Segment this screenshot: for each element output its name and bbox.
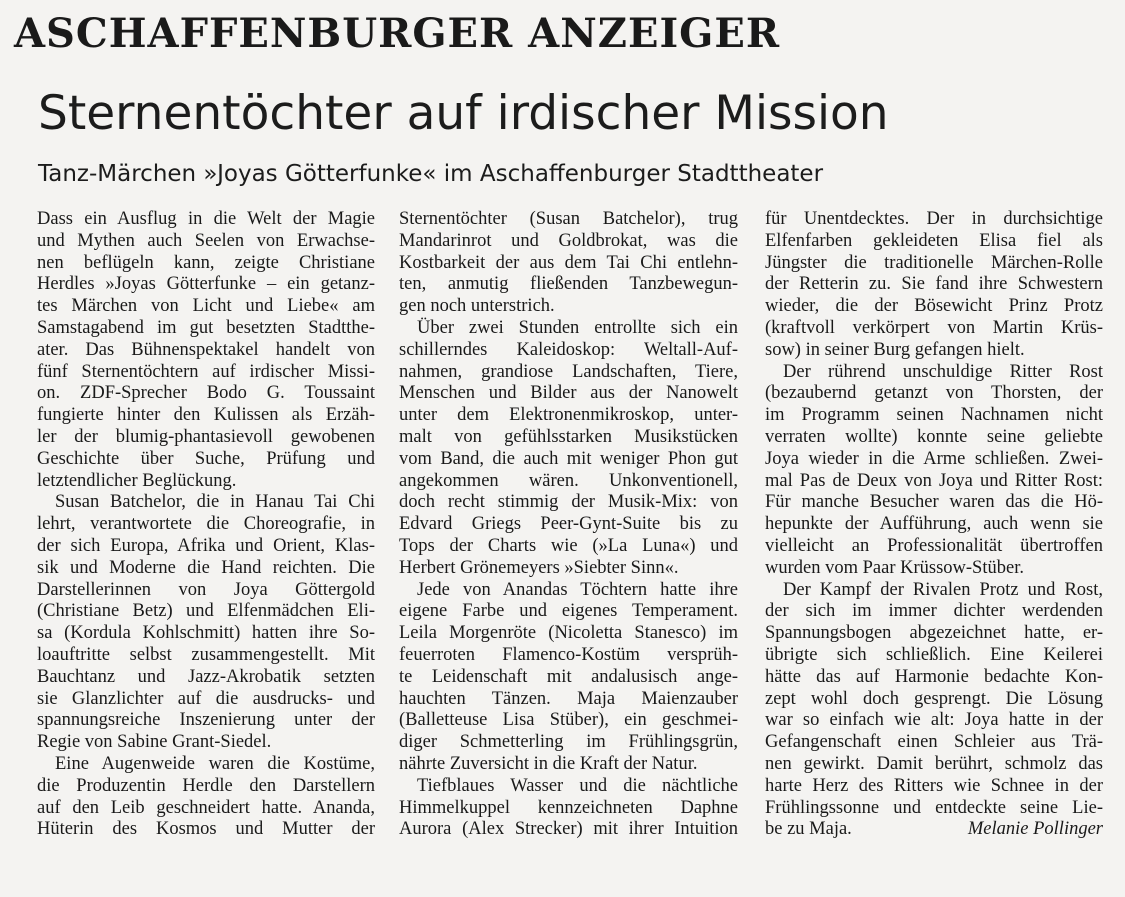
text-line: ler der blumig-phantasievoll gewobenen bbox=[37, 426, 375, 447]
text-line: gen noch unterstrich. bbox=[399, 296, 555, 317]
text-line: Joya wieder in die Arme schließen. Zwei- bbox=[765, 448, 1103, 469]
text-line: eigene Farbe und eigenes Temperament. bbox=[399, 601, 738, 622]
text-line: diger Schmetterling im Frühlingsgrün, bbox=[399, 732, 738, 753]
text-line: Samstagabend im gut besetzten Stadtthe- bbox=[37, 317, 375, 338]
text-line: Bauchtanz und Jazz-Akrobatik setzten bbox=[37, 666, 375, 687]
text-line: Tiefblaues Wasser und die nächtliche bbox=[417, 775, 738, 796]
text-line: im Programm seinen Nachnamen nicht bbox=[765, 405, 1103, 426]
text-line: on. ZDF-Sprecher Bodo G. Toussaint bbox=[37, 383, 375, 404]
text-line: ten, anmutig fließenden Tanzbewegun- bbox=[399, 274, 738, 295]
text-line: Der Kampf der Rivalen Protz und Rost, bbox=[783, 579, 1103, 600]
article-headline: Sternentöchter auf irdischer Mission bbox=[38, 86, 889, 141]
text-line: tes Märchen von Licht und Liebe« am bbox=[37, 296, 375, 317]
text-line: Herbert Grönemeyers »Siebter Sinn«. bbox=[399, 557, 679, 578]
text-line: der Retterin zu. Sie fand ihre Schwestern bbox=[765, 274, 1103, 295]
text-line: fungierte hinter den Kulissen als Erzäh- bbox=[37, 405, 375, 426]
text-line: Himmelkuppel kennzeichneten Daphne bbox=[399, 797, 738, 818]
text-line: hepunkte der Aufführung, auch wenn sie bbox=[765, 514, 1103, 535]
text-line: Leila Morgenröte (Nicoletta Stanesco) im bbox=[399, 623, 738, 644]
text-line: Gefangenschaft einen Schleier aus Trä- bbox=[765, 732, 1103, 753]
text-line: Jüngster die traditionelle Märchen-Rolle bbox=[765, 252, 1103, 273]
text-line: Aurora (Alex Strecker) mit ihrer Intuition bbox=[399, 819, 738, 840]
text-line: Geschichte über Suche, Prüfung und bbox=[37, 448, 375, 469]
text-line: vom Band, die auch mit weniger Phon gut bbox=[399, 448, 738, 469]
text-line: sa (Kordula Kohlschmitt) hatten ihre So- bbox=[37, 623, 375, 644]
text-line: war so einfach wie alt: Joya hatte in der bbox=[765, 710, 1103, 731]
text-line: be zu Maja. bbox=[765, 819, 852, 840]
text-line: Frühlingssonne und entdeckte seine Lie- bbox=[765, 797, 1103, 818]
text-line: übrigte sich schließlich. Eine Keilerei bbox=[765, 644, 1103, 665]
text-line: auf den Leib geschneidert hatte. Ananda, bbox=[37, 797, 375, 818]
text-line: fünf Sternentöchtern auf irdischer Missi- bbox=[37, 361, 375, 382]
text-line: (Balletteuse Lisa Stüber), ein geschmei- bbox=[399, 710, 738, 731]
text-line: unter dem Elektronenmikroskop, unter- bbox=[399, 405, 738, 426]
text-line: schillerndes Kaleidoskop: Weltall-Auf- bbox=[399, 339, 738, 360]
text-line: Jede von Anandas Töchtern hatte ihre bbox=[417, 579, 738, 600]
text-line: Kostbarkeit der aus dem Tai Chi entlehn- bbox=[399, 252, 738, 273]
text-line: Dass ein Ausflug in die Welt der Magie bbox=[37, 209, 375, 229]
text-line: (kraftvoll verkörpert von Martin Krüs- bbox=[765, 317, 1103, 338]
text-line: (bezaubernd getanzt von Thorsten, der bbox=[765, 383, 1103, 404]
text-line: Herdles »Joyas Götterfunke – ein getanz- bbox=[37, 274, 375, 295]
text-line: Regie von Sabine Grant-Siedel. bbox=[37, 732, 272, 753]
text-line: der sich im immer dichter werdenden bbox=[765, 601, 1103, 622]
text-line: Sternentöchter (Susan Batchelor), trug bbox=[399, 209, 738, 229]
author-byline: Melanie Pollinger bbox=[967, 819, 1103, 840]
newspaper-masthead: ASCHAFFENBURGER ANZEIGER bbox=[14, 10, 781, 57]
text-line: lehrt, verantwortete die Choreografie, in bbox=[37, 514, 375, 535]
text-line: sow) in seiner Burg gefangen hielt. bbox=[765, 339, 1025, 360]
text-line: malt von gefühlsstarken Musikstücken bbox=[399, 426, 738, 447]
text-line: für Unentdecktes. Der in durchsichtige bbox=[765, 209, 1103, 229]
text-line: verraten wollte) konnte seine geliebte bbox=[765, 426, 1103, 447]
text-line: nen gewirkt. Damit berührt, schmolz das bbox=[765, 753, 1103, 774]
text-line: und Mythen auch Seelen von Erwachse- bbox=[37, 230, 375, 251]
text-line: loauftritte selbst zusammengestellt. Mit bbox=[37, 644, 375, 665]
closing-line bbox=[765, 819, 1103, 841]
text-line: Edvard Griegs Peer-Gynt-Suite bis zu bbox=[399, 514, 738, 535]
text-line: (Christiane Betz) und Elfenmädchen Eli- bbox=[37, 601, 375, 622]
text-line: nahmen, grandiose Landschaften, Tiere, bbox=[399, 361, 738, 382]
text-line: doch recht stimmig der Musik-Mix: von bbox=[399, 492, 738, 513]
text-line: Über zwei Stunden entrollte sich ein bbox=[417, 317, 738, 338]
text-line: feuerroten Flamenco-Kostüm versprüh- bbox=[399, 644, 738, 665]
text-line: Susan Batchelor, die in Hanau Tai Chi bbox=[55, 492, 375, 513]
text-line: nährte Zuversicht in die Kraft der Natur. bbox=[399, 753, 698, 774]
text-line: Mandarinrot und Goldbrokat, was die bbox=[399, 230, 738, 251]
text-line: nen beflügeln kann, zeigte Christiane bbox=[37, 252, 375, 273]
text-line: harte Herz des Ritters wie Schnee in der bbox=[765, 775, 1103, 796]
text-line: Für manche Besucher waren das die Hö- bbox=[765, 492, 1103, 513]
text-line: Darstellerinnen von Joya Göttergold bbox=[37, 579, 375, 600]
text-line: Hüterin des Kosmos und Mutter der bbox=[37, 819, 375, 840]
text-line: wurden vom Paar Krüssow-Stüber. bbox=[765, 557, 1024, 578]
text-line: Spannungsbogen abgezeichnet hatte, er- bbox=[765, 623, 1103, 644]
article-subheadline: Tanz-Märchen »Joyas Götterfunke« im Aschaffenburger Stadttheater bbox=[38, 161, 824, 187]
text-line: hätte das auf Harmonie bedachte Kon- bbox=[765, 666, 1103, 687]
article-column-3 bbox=[765, 209, 1103, 841]
text-line: letztendlicher Beglückung. bbox=[37, 470, 237, 491]
text-line: Der rührend unschuldige Ritter Rost bbox=[783, 361, 1103, 382]
text-line: Tops der Charts wie (»La Luna«) und bbox=[399, 535, 738, 556]
text-line: Eine Augenweide waren die Kostüme, bbox=[55, 753, 375, 774]
text-line: hauchten Tänzen. Maja Maienzauber bbox=[399, 688, 738, 709]
text-line: mal Pas de Deux von Joya und Ritter Rost: bbox=[765, 470, 1103, 491]
article-column-1 bbox=[37, 209, 375, 841]
text-line: Menschen und Bilder aus der Nanowelt bbox=[399, 383, 738, 404]
text-line: die Produzentin Herdle den Darstellern bbox=[37, 775, 375, 796]
text-line: sik und Moderne die Hand reichten. Die bbox=[37, 557, 375, 578]
text-line: angekommen wären. Unkonventionell, bbox=[399, 470, 738, 491]
text-line: ater. Das Bühnenspektakel handelt von bbox=[37, 339, 375, 360]
text-line: wieder, die der Bösewicht Prinz Protz bbox=[765, 296, 1103, 317]
text-line: spannungsreiche Inszenierung unter der bbox=[37, 710, 375, 731]
text-line: Elfenfarben gekleideten Elisa fiel als bbox=[765, 230, 1103, 251]
text-line: vielleicht an Professionalität übertroffen bbox=[765, 535, 1103, 556]
text-line: der sich Europa, Afrika und Orient, Klas- bbox=[37, 535, 375, 556]
article-column-2 bbox=[399, 209, 738, 841]
text-line: te Leidenschaft mit andalusisch ange- bbox=[399, 666, 738, 687]
text-line: sie Glanzlichter auf die ausdrucks- und bbox=[37, 688, 375, 709]
text-line: zept wohl doch gesprengt. Die Lösung bbox=[765, 688, 1103, 709]
